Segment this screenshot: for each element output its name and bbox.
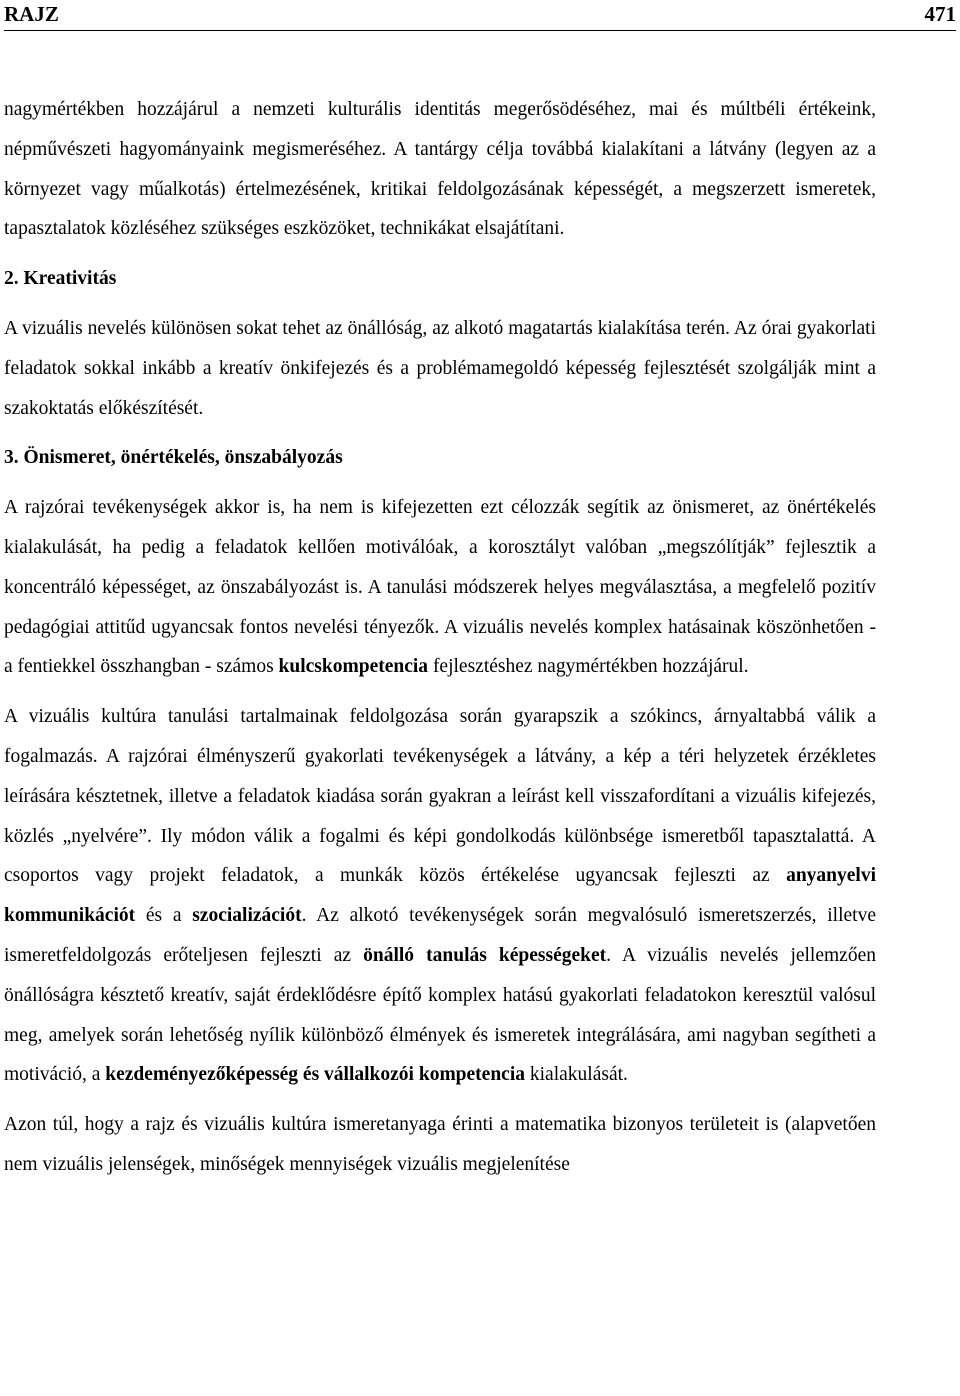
text-segment: . A vizuális nevelés jellemzően önállóságra késztető kreatív, saját érdeklődésre építő komplex hatású gyakorlati feladatokon keresztül valósul meg, amelyek során lehetőség nyílik különböző élmények és ismeretek integrálására, ami nagyban segítheti a motiváció, a bbox=[4, 944, 876, 1086]
paragraph-onismeret bbox=[4, 488, 876, 687]
heading-kreativitas: 2. Kreativitás bbox=[4, 268, 117, 290]
bold-term-kezdemenyezokepesseg: kezdeményezőképesség és vállalkozói kompetencia bbox=[105, 1064, 526, 1086]
text-segment: A rajzórai tevékenységek akkor is, ha nem is kifejezetten ezt célozzák segítik az önismeret, az önértékelés kialakulását, ha pedig a feladatok kellően motiválóak, a korosztályt valóban „megszólítják” fejlesztik a koncentráló képességet, az önszabályozást is. A tanulási módszerek helyes megválasztása, a megfelelő pozitív pedagógiai attitűd ugyancsak fontos nevelési tényezők. A vizuális nevelés komplex hatásainak köszönhetően - a fentiekkel összhangban - számos bbox=[4, 497, 876, 678]
page-number: 471 bbox=[924, 2, 956, 26]
bold-term-onallo-tanulas: önálló tanulás képességeket bbox=[363, 944, 607, 966]
text-segment: és a bbox=[135, 905, 193, 927]
document-body bbox=[4, 90, 876, 1185]
text-segment: . Az alkotó tevékenységek során megvalósuló ismeretszerzés, illetve ismeretfeldolgozás erőteljesen fejleszti az bbox=[4, 905, 876, 966]
paragraph-vizualis-kultura bbox=[4, 697, 876, 1095]
paragraph-matematika: Azon túl, hogy a rajz és vizuális kultúra ismeretanyaga érinti a matematika bizonyos területeit is (alapvetően nem vizuális jelenségek, minőségek mennyiségek vizuális megjelenítése bbox=[4, 1114, 876, 1175]
text-segment: A vizuális kultúra tanulási tartalmainak feldolgozása során gyarapszik a szókincs, árnyaltabbá válik a fogalmazás. A rajzórai élményszerű gyakorlati tevékenységek a látvány, a kép a téri helyzetek érzékletes leírására késztetnek, illetve a feladatok kiadása során gyakran a leírást kell visszafordítani a vizuális kifejezés, közlés „nyelvére”. Ily módon válik a fogalmi és képi gondolkodás különbsége ismeretből tapasztalattá. A csoportos vagy projekt feladatok, a munkák közös értékelése ugyancsak fejleszti az bbox=[4, 706, 876, 887]
heading-onismeret: 3. Önismeret, önértékelés, önszabályozás bbox=[4, 447, 343, 469]
text-segment: kialakulását. bbox=[525, 1064, 628, 1086]
page-header bbox=[4, 0, 956, 31]
bold-term-kulcskompetencia: kulcskompetencia bbox=[278, 656, 429, 678]
section-title: RAJZ bbox=[4, 2, 59, 26]
text-segment: fejlesztéshez nagymértékben hozzájárul. bbox=[428, 656, 749, 678]
bold-term-anyanyelvi: anyanyelvi kommunikációt bbox=[4, 865, 876, 927]
paragraph-intro: nagymértékben hozzájárul a nemzeti kulturális identitás megerősödéséhez, mai és múltbéli értékeink, népművészeti hagyományaink megismeréséhez. A tantárgy célja továbbá kialakítani a látvány (legyen az a környezet vagy műalkotás) értelmezésének, kritikai feldolgozásának képességét, a megszerzett ismeretek, tapasztalatok közléséhez szükséges eszközöket, technikákat elsajátítani. bbox=[4, 99, 876, 240]
paragraph-kreativitas: A vizuális nevelés különösen sokat tehet az önállóság, az alkotó magatartás kialakítása terén. Az órai gyakorlati feladatok sokkal inkább a kreatív önkifejezés és a problémamegoldó képesség fejlesztését szolgálják mint a szakoktatás előkészítését. bbox=[4, 317, 876, 419]
bold-term-szocializacio: szocializációt bbox=[192, 905, 302, 927]
